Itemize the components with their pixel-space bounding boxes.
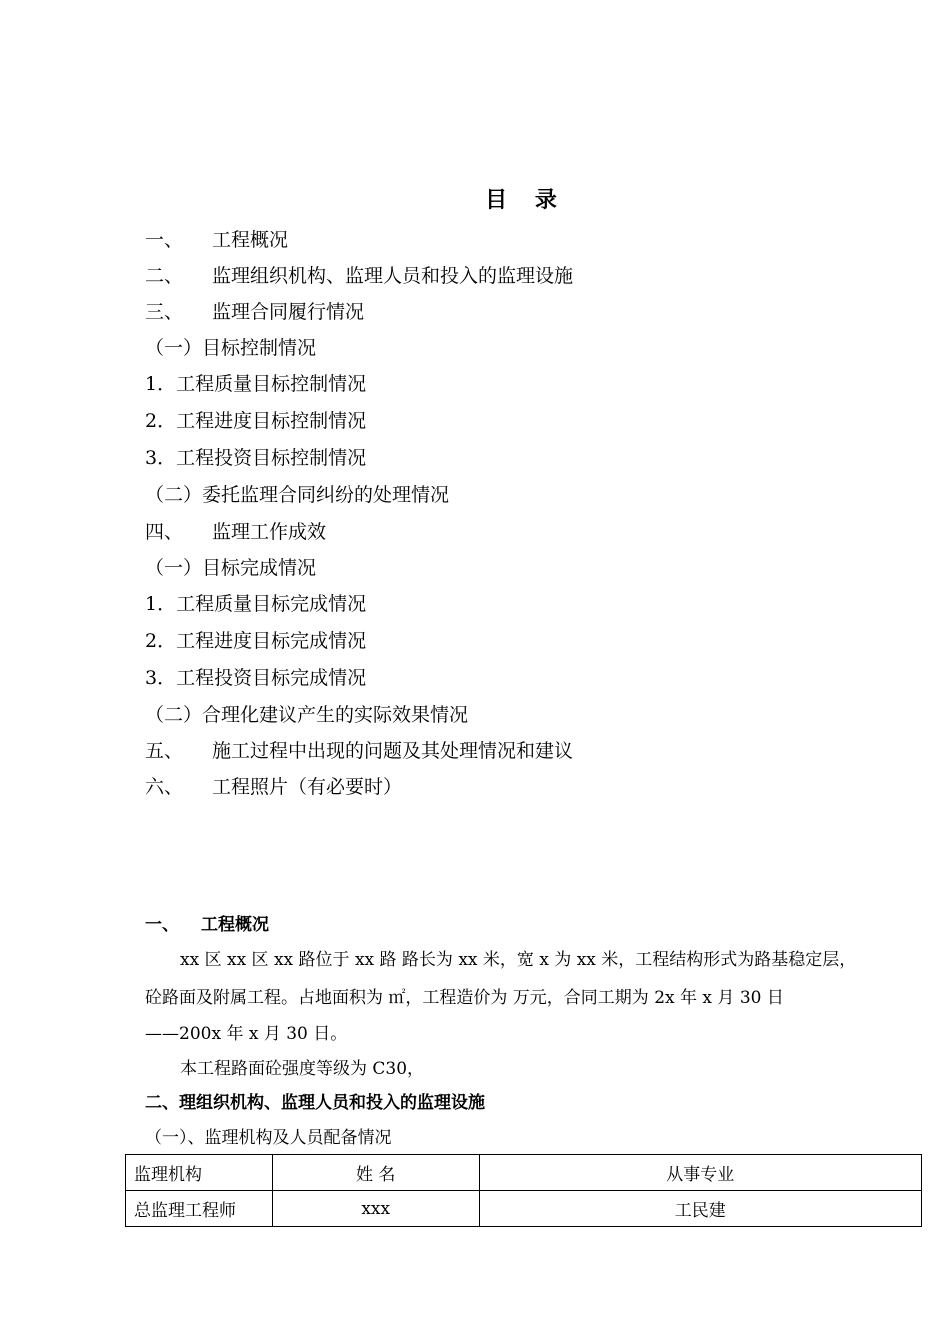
toc-item bbox=[145, 261, 573, 288]
toc-item-text: （二）合理化建议产生的实际效果情况 bbox=[145, 704, 469, 726]
section-heading bbox=[145, 910, 269, 935]
subsection-title: （一）、监理机构及人员配备情况 bbox=[145, 1128, 392, 1148]
table-header-cell: 从事专业 bbox=[479, 1155, 921, 1191]
table-header-row bbox=[126, 1155, 922, 1191]
toc-item-text: （二）委托监理合同纠纷的处理情况 bbox=[145, 484, 450, 506]
toc-item-text: （一）目标完成情况 bbox=[145, 557, 317, 579]
staff-table bbox=[125, 1154, 922, 1227]
toc-item-text: 1．工程质量目标控制情况 bbox=[145, 373, 367, 395]
table-row bbox=[126, 1191, 922, 1227]
toc-item-number: 五、 bbox=[145, 740, 184, 762]
toc-item-text: 施工过程中出现的问题及其处理情况和建议 bbox=[212, 740, 574, 762]
toc-item-number: 四、 bbox=[145, 521, 184, 543]
toc-item-text: 监理工作成效 bbox=[212, 521, 327, 543]
toc-item bbox=[145, 225, 288, 252]
table-header-cell: 姓 名 bbox=[272, 1155, 479, 1191]
toc-item-number: 二、 bbox=[145, 265, 184, 287]
toc-item-number: 一、 bbox=[145, 229, 184, 251]
toc-item bbox=[145, 736, 573, 763]
toc-item-number: 六、 bbox=[145, 776, 184, 798]
paragraph-line: 砼路面及附属工程。占地面积为 ㎡，工程造价为 万元，合同工期为 2x 年 x 月 30 日 bbox=[145, 988, 784, 1008]
table-cell: 总监理工程师 bbox=[126, 1191, 273, 1227]
toc-item-text: 2．工程进度目标完成情况 bbox=[145, 630, 367, 652]
toc-item-text: 监理合同履行情况 bbox=[212, 301, 365, 323]
toc-item bbox=[145, 700, 468, 727]
toc-item-number: 三、 bbox=[145, 301, 184, 323]
toc-item-text: 工程照片（有必要时） bbox=[212, 776, 403, 798]
toc-item-text: 工程概况 bbox=[212, 229, 289, 251]
section-title: 工程概况 bbox=[201, 915, 269, 935]
toc-item-text: 3．工程投资目标完成情况 bbox=[145, 667, 367, 689]
toc-item bbox=[145, 297, 364, 324]
toc-item bbox=[145, 369, 366, 396]
toc-item bbox=[145, 589, 366, 616]
toc-item bbox=[145, 406, 366, 433]
toc-item bbox=[145, 333, 316, 360]
toc-item bbox=[145, 772, 402, 799]
toc-title: 目 录 bbox=[485, 187, 567, 213]
toc-item-text: 3．工程投资目标控制情况 bbox=[145, 447, 367, 469]
toc-item-text: 1．工程质量目标完成情况 bbox=[145, 593, 367, 615]
table-cell: 工民建 bbox=[479, 1191, 921, 1227]
paragraph-line: xx 区 xx 区 xx 路位于 xx 路 路长为 xx 米，宽 x 为 xx 米，工程结构形式为路基稳定层， bbox=[180, 950, 857, 970]
toc-item-text: 2．工程进度目标控制情况 bbox=[145, 410, 367, 432]
toc-item bbox=[145, 443, 366, 470]
table-cell: xxx bbox=[272, 1191, 479, 1227]
toc-item bbox=[145, 553, 316, 580]
toc-item-text: 监理组织机构、监理人员和投入的监理设施 bbox=[212, 265, 574, 287]
table-header-cell: 监理机构 bbox=[126, 1155, 273, 1191]
section-number: 一、 bbox=[145, 915, 179, 935]
section-heading: 二、理组织机构、监理人员和投入的监理设施 bbox=[145, 1093, 485, 1113]
paragraph-line: ——200x 年 x 月 30 日。 bbox=[145, 1024, 348, 1044]
toc-item bbox=[145, 663, 366, 690]
toc-item bbox=[145, 517, 326, 544]
toc-item-text: （一）目标控制情况 bbox=[145, 337, 317, 359]
paragraph-line: 本工程路面砼强度等级为 C30， bbox=[180, 1059, 425, 1079]
toc-item bbox=[145, 480, 449, 507]
toc-item bbox=[145, 626, 366, 653]
